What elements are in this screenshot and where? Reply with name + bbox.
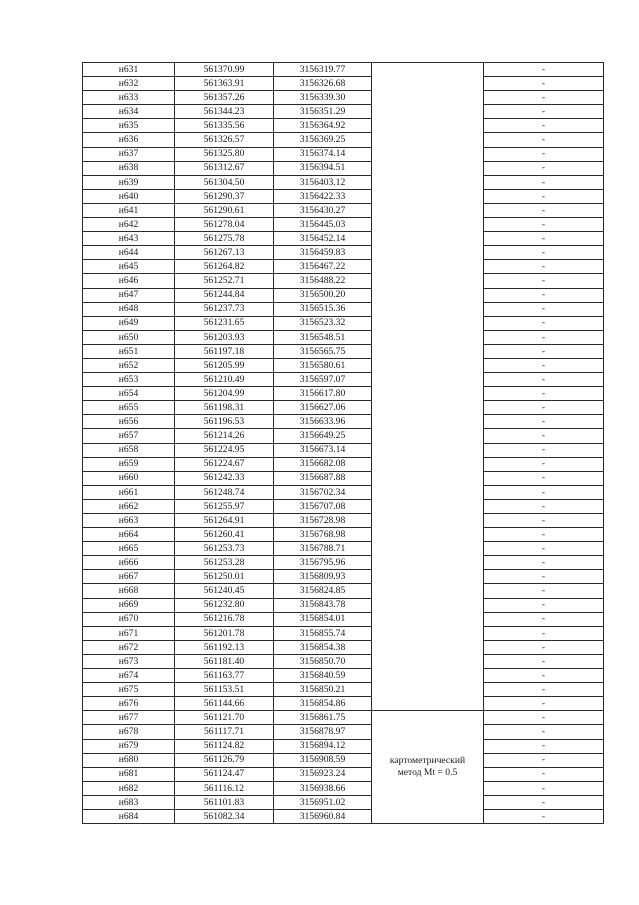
x-coordinate-cell: 561242.33 (175, 471, 274, 485)
x-coordinate-cell: 561252.71 (175, 274, 274, 288)
point-id-cell: н639 (83, 175, 175, 189)
table-row (83, 246, 604, 260)
x-coordinate-cell: 561232.80 (175, 598, 274, 612)
note-cell: - (484, 274, 604, 288)
note-cell: - (484, 77, 604, 91)
note-cell: - (484, 556, 604, 570)
point-id-cell: н634 (83, 105, 175, 119)
y-coordinate-cell: 3156923.24 (274, 767, 372, 781)
table-row (83, 274, 604, 288)
x-coordinate-cell: 561240.45 (175, 584, 274, 598)
note-cell: - (484, 189, 604, 203)
x-coordinate-cell: 561304.50 (175, 175, 274, 189)
table-row (83, 556, 604, 570)
y-coordinate-cell: 3156369.25 (274, 133, 372, 147)
y-coordinate-cell: 3156850.21 (274, 683, 372, 697)
note-cell: - (484, 232, 604, 246)
y-coordinate-cell: 3156565.75 (274, 344, 372, 358)
y-coordinate-cell: 3156339.30 (274, 91, 372, 105)
y-coordinate-cell: 3156854.01 (274, 612, 372, 626)
y-coordinate-cell: 3156548.51 (274, 330, 372, 344)
note-cell: - (484, 669, 604, 683)
y-coordinate-cell: 3156488.22 (274, 274, 372, 288)
x-coordinate-cell: 561204.99 (175, 387, 274, 401)
x-coordinate-cell: 561326.57 (175, 133, 274, 147)
x-coordinate-cell: 561255.97 (175, 499, 274, 513)
x-coordinate-cell: 561335.56 (175, 119, 274, 133)
point-id-cell: н632 (83, 77, 175, 91)
point-id-cell: н677 (83, 711, 175, 725)
x-coordinate-cell: 561253.73 (175, 542, 274, 556)
table-row (83, 161, 604, 175)
note-cell: - (484, 809, 604, 823)
y-coordinate-cell: 3156580.61 (274, 358, 372, 372)
table-row (83, 457, 604, 471)
x-coordinate-cell: 561248.74 (175, 485, 274, 499)
table-row (83, 260, 604, 274)
x-coordinate-cell: 561237.73 (175, 302, 274, 316)
x-coordinate-cell: 561325.80 (175, 147, 274, 161)
y-coordinate-cell: 3156682.08 (274, 457, 372, 471)
y-coordinate-cell: 3156855.74 (274, 626, 372, 640)
point-id-cell: н649 (83, 316, 175, 330)
method-empty-cell (372, 63, 484, 711)
table-row (83, 443, 604, 457)
x-coordinate-cell: 561260.41 (175, 528, 274, 542)
point-id-cell: н663 (83, 514, 175, 528)
point-id-cell: н658 (83, 443, 175, 457)
note-cell: - (484, 401, 604, 415)
table-row (83, 373, 604, 387)
y-coordinate-cell: 3156728.98 (274, 514, 372, 528)
x-coordinate-cell: 561126.79 (175, 753, 274, 767)
point-id-cell: н669 (83, 598, 175, 612)
point-id-cell: н673 (83, 654, 175, 668)
x-coordinate-cell: 561214.26 (175, 429, 274, 443)
y-coordinate-cell: 3156850.70 (274, 654, 372, 668)
point-id-cell: н661 (83, 485, 175, 499)
table-row (83, 612, 604, 626)
x-coordinate-cell: 561198.31 (175, 401, 274, 415)
table-row (83, 358, 604, 372)
y-coordinate-cell: 3156649.25 (274, 429, 372, 443)
table-row (83, 189, 604, 203)
y-coordinate-cell: 3156951.02 (274, 795, 372, 809)
y-coordinate-cell: 3156319.77 (274, 63, 372, 77)
x-coordinate-cell: 561201.78 (175, 626, 274, 640)
note-cell: - (484, 105, 604, 119)
point-id-cell: н655 (83, 401, 175, 415)
x-coordinate-cell: 561244.84 (175, 288, 274, 302)
x-coordinate-cell: 561312.67 (175, 161, 274, 175)
table-row (83, 288, 604, 302)
y-coordinate-cell: 3156627.06 (274, 401, 372, 415)
point-id-cell: н638 (83, 161, 175, 175)
note-cell: - (484, 485, 604, 499)
point-id-cell: н651 (83, 344, 175, 358)
point-id-cell: н678 (83, 725, 175, 739)
note-cell: - (484, 288, 604, 302)
x-coordinate-cell: 561197.18 (175, 344, 274, 358)
note-cell: - (484, 316, 604, 330)
y-coordinate-cell: 3156523.32 (274, 316, 372, 330)
y-coordinate-cell: 3156894.12 (274, 739, 372, 753)
table-row (83, 218, 604, 232)
x-coordinate-cell: 561181.40 (175, 654, 274, 668)
table-row (83, 781, 604, 795)
point-id-cell: н643 (83, 232, 175, 246)
point-id-cell: н666 (83, 556, 175, 570)
point-id-cell: н672 (83, 640, 175, 654)
x-coordinate-cell: 561116.12 (175, 781, 274, 795)
note-cell: - (484, 443, 604, 457)
note-cell: - (484, 711, 604, 725)
point-id-cell: н682 (83, 781, 175, 795)
note-cell: - (484, 528, 604, 542)
method-note-cell: картометрический метод Mt = 0.5 (372, 711, 484, 824)
x-coordinate-cell: 561124.47 (175, 767, 274, 781)
table-row (83, 598, 604, 612)
point-id-cell: н644 (83, 246, 175, 260)
x-coordinate-cell: 561264.91 (175, 514, 274, 528)
point-id-cell: н637 (83, 147, 175, 161)
y-coordinate-cell: 3156515.36 (274, 302, 372, 316)
x-coordinate-cell: 561144.66 (175, 697, 274, 711)
y-coordinate-cell: 3156687.88 (274, 471, 372, 485)
x-coordinate-cell: 561231.65 (175, 316, 274, 330)
point-id-cell: н646 (83, 274, 175, 288)
y-coordinate-cell: 3156788.71 (274, 542, 372, 556)
table-row (83, 485, 604, 499)
note-cell: - (484, 514, 604, 528)
table-row (83, 302, 604, 316)
y-coordinate-cell: 3156351.29 (274, 105, 372, 119)
note-cell: - (484, 161, 604, 175)
point-id-cell: н665 (83, 542, 175, 556)
x-coordinate-cell: 561153.51 (175, 683, 274, 697)
y-coordinate-cell: 3156908.59 (274, 753, 372, 767)
y-coordinate-cell: 3156854.86 (274, 697, 372, 711)
note-cell: - (484, 739, 604, 753)
x-coordinate-cell: 561267.13 (175, 246, 274, 260)
x-coordinate-cell: 561253.28 (175, 556, 274, 570)
table-row (83, 387, 604, 401)
note-cell: - (484, 260, 604, 274)
table-row (83, 626, 604, 640)
table-row (83, 415, 604, 429)
table-row (83, 795, 604, 809)
table-row (83, 203, 604, 217)
note-cell: - (484, 499, 604, 513)
point-id-cell: н645 (83, 260, 175, 274)
table-row (83, 697, 604, 711)
table-row (83, 711, 604, 725)
table-row (83, 429, 604, 443)
y-coordinate-cell: 3156938.66 (274, 781, 372, 795)
note-cell: - (484, 358, 604, 372)
point-id-cell: н648 (83, 302, 175, 316)
note-cell: - (484, 767, 604, 781)
point-id-cell: н679 (83, 739, 175, 753)
point-id-cell: н659 (83, 457, 175, 471)
note-cell: - (484, 697, 604, 711)
table-row (83, 401, 604, 415)
y-coordinate-cell: 3156707.08 (274, 499, 372, 513)
point-id-cell: н681 (83, 767, 175, 781)
y-coordinate-cell: 3156861.75 (274, 711, 372, 725)
x-coordinate-cell: 561196.53 (175, 415, 274, 429)
point-id-cell: н668 (83, 584, 175, 598)
x-coordinate-cell: 561290.37 (175, 189, 274, 203)
table-row (83, 683, 604, 697)
point-id-cell: н671 (83, 626, 175, 640)
table-row (83, 330, 604, 344)
point-id-cell: н641 (83, 203, 175, 217)
note-cell: - (484, 640, 604, 654)
table-row (83, 175, 604, 189)
note-cell: - (484, 612, 604, 626)
y-coordinate-cell: 3156633.96 (274, 415, 372, 429)
y-coordinate-cell: 3156394.51 (274, 161, 372, 175)
point-id-cell: н656 (83, 415, 175, 429)
point-id-cell: н650 (83, 330, 175, 344)
y-coordinate-cell: 3156452.14 (274, 232, 372, 246)
table-row (83, 725, 604, 739)
note-cell: - (484, 626, 604, 640)
note-cell: - (484, 570, 604, 584)
y-coordinate-cell: 3156326.68 (274, 77, 372, 91)
note-cell: - (484, 683, 604, 697)
note-cell: - (484, 753, 604, 767)
x-coordinate-cell: 561224.95 (175, 443, 274, 457)
y-coordinate-cell: 3156809.93 (274, 570, 372, 584)
note-cell: - (484, 147, 604, 161)
table-row (83, 499, 604, 513)
point-id-cell: н647 (83, 288, 175, 302)
table-row (83, 77, 604, 91)
table-row (83, 584, 604, 598)
table-row (83, 739, 604, 753)
x-coordinate-cell: 561163.77 (175, 669, 274, 683)
note-cell: - (484, 246, 604, 260)
y-coordinate-cell: 3156840.59 (274, 669, 372, 683)
note-cell: - (484, 415, 604, 429)
note-cell: - (484, 373, 604, 387)
table-row (83, 471, 604, 485)
y-coordinate-cell: 3156824.85 (274, 584, 372, 598)
note-cell: - (484, 542, 604, 556)
y-coordinate-cell: 3156403.12 (274, 175, 372, 189)
x-coordinate-cell: 561275.78 (175, 232, 274, 246)
note-cell: - (484, 795, 604, 809)
table-row (83, 119, 604, 133)
x-coordinate-cell: 561363.91 (175, 77, 274, 91)
y-coordinate-cell: 3156467.22 (274, 260, 372, 274)
x-coordinate-cell: 561357.26 (175, 91, 274, 105)
note-cell: - (484, 584, 604, 598)
y-coordinate-cell: 3156795.96 (274, 556, 372, 570)
point-id-cell: н674 (83, 669, 175, 683)
point-id-cell: н667 (83, 570, 175, 584)
note-cell: - (484, 344, 604, 358)
x-coordinate-cell: 561203.93 (175, 330, 274, 344)
table-row (83, 344, 604, 358)
table-row (83, 669, 604, 683)
y-coordinate-cell: 3156422.33 (274, 189, 372, 203)
y-coordinate-cell: 3156445.03 (274, 218, 372, 232)
point-id-cell: н684 (83, 809, 175, 823)
table-row (83, 767, 604, 781)
x-coordinate-cell: 561216.78 (175, 612, 274, 626)
y-coordinate-cell: 3156768.98 (274, 528, 372, 542)
point-id-cell: н653 (83, 373, 175, 387)
point-id-cell: н654 (83, 387, 175, 401)
y-coordinate-cell: 3156854.38 (274, 640, 372, 654)
point-id-cell: н635 (83, 119, 175, 133)
x-coordinate-cell: 561250.01 (175, 570, 274, 584)
note-cell: - (484, 91, 604, 105)
table-row (83, 753, 604, 767)
point-id-cell: н683 (83, 795, 175, 809)
table-row (83, 91, 604, 105)
x-coordinate-cell: 561264.82 (175, 260, 274, 274)
x-coordinate-cell: 561224.67 (175, 457, 274, 471)
point-id-cell: н652 (83, 358, 175, 372)
note-cell: - (484, 203, 604, 217)
y-coordinate-cell: 3156702.34 (274, 485, 372, 499)
table-row (83, 809, 604, 823)
y-coordinate-cell: 3156364.92 (274, 119, 372, 133)
table-row (83, 232, 604, 246)
note-cell: - (484, 654, 604, 668)
point-id-cell: н664 (83, 528, 175, 542)
table-row (83, 133, 604, 147)
point-id-cell: н636 (83, 133, 175, 147)
y-coordinate-cell: 3156617.80 (274, 387, 372, 401)
point-id-cell: н670 (83, 612, 175, 626)
note-cell: - (484, 133, 604, 147)
y-coordinate-cell: 3156878.97 (274, 725, 372, 739)
table-row (83, 105, 604, 119)
y-coordinate-cell: 3156430.27 (274, 203, 372, 217)
note-cell: - (484, 119, 604, 133)
y-coordinate-cell: 3156374.14 (274, 147, 372, 161)
table-row (83, 147, 604, 161)
point-id-cell: н660 (83, 471, 175, 485)
point-id-cell: н662 (83, 499, 175, 513)
x-coordinate-cell: 561370.99 (175, 63, 274, 77)
note-cell: - (484, 302, 604, 316)
note-cell: - (484, 471, 604, 485)
table-row (83, 63, 604, 77)
x-coordinate-cell: 561101.83 (175, 795, 274, 809)
y-coordinate-cell: 3156673.14 (274, 443, 372, 457)
y-coordinate-cell: 3156843.78 (274, 598, 372, 612)
y-coordinate-cell: 3156597.07 (274, 373, 372, 387)
note-cell: - (484, 218, 604, 232)
y-coordinate-cell: 3156459.83 (274, 246, 372, 260)
table-row (83, 570, 604, 584)
note-cell: - (484, 330, 604, 344)
x-coordinate-cell: 561344.23 (175, 105, 274, 119)
table-row (83, 316, 604, 330)
x-coordinate-cell: 561290.61 (175, 203, 274, 217)
point-id-cell: н676 (83, 697, 175, 711)
note-cell: - (484, 429, 604, 443)
note-cell: - (484, 175, 604, 189)
y-coordinate-cell: 3156960.84 (274, 809, 372, 823)
note-cell: - (484, 725, 604, 739)
x-coordinate-cell: 561117.71 (175, 725, 274, 739)
note-cell: - (484, 781, 604, 795)
table-row (83, 514, 604, 528)
table-row (83, 542, 604, 556)
note-cell: - (484, 387, 604, 401)
point-id-cell: н642 (83, 218, 175, 232)
point-id-cell: н675 (83, 683, 175, 697)
table-row (83, 654, 604, 668)
x-coordinate-cell: 561278.04 (175, 218, 274, 232)
x-coordinate-cell: 561210.49 (175, 373, 274, 387)
table-row (83, 640, 604, 654)
point-id-cell: н631 (83, 63, 175, 77)
x-coordinate-cell: 561121.70 (175, 711, 274, 725)
x-coordinate-cell: 561124.82 (175, 739, 274, 753)
table-row (83, 528, 604, 542)
x-coordinate-cell: 561205.99 (175, 358, 274, 372)
note-cell: - (484, 63, 604, 77)
coordinates-table (82, 62, 604, 824)
point-id-cell: н657 (83, 429, 175, 443)
coordinates-table-body (83, 63, 604, 824)
point-id-cell: н680 (83, 753, 175, 767)
point-id-cell: н640 (83, 189, 175, 203)
note-cell: - (484, 598, 604, 612)
note-cell: - (484, 457, 604, 471)
x-coordinate-cell: 561082.34 (175, 809, 274, 823)
x-coordinate-cell: 561192.13 (175, 640, 274, 654)
y-coordinate-cell: 3156500.20 (274, 288, 372, 302)
point-id-cell: н633 (83, 91, 175, 105)
